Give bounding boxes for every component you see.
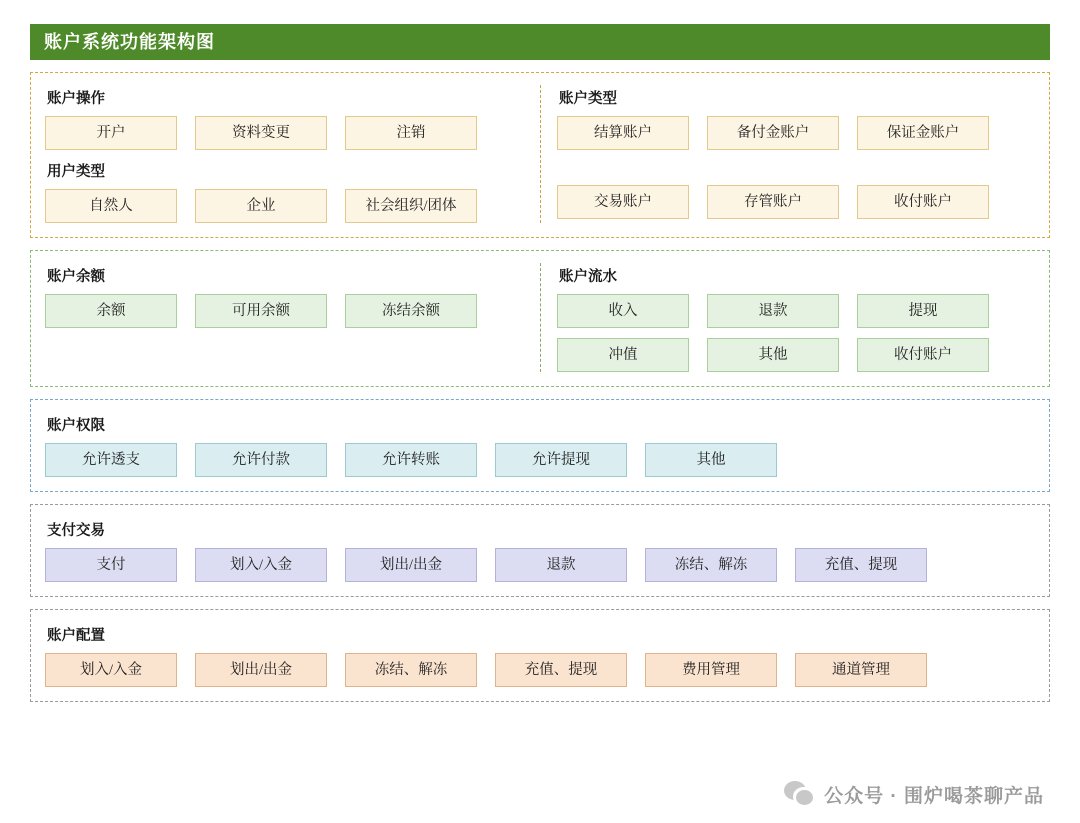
chip-transfer-out[interactable]: 划出/出金 bbox=[195, 653, 327, 687]
column-account-types bbox=[540, 85, 1035, 223]
chip-margin-account[interactable]: 保证金账户 bbox=[857, 116, 989, 150]
section-account-permissions bbox=[30, 399, 1050, 492]
chip-freeze-unfreeze[interactable]: 冻结、解冻 bbox=[345, 653, 477, 687]
chip-reserve-account[interactable]: 备付金账户 bbox=[707, 116, 839, 150]
chip-transfer-in[interactable]: 划入/入金 bbox=[195, 548, 327, 582]
section-account-config bbox=[30, 609, 1050, 702]
chip-withdraw[interactable]: 提现 bbox=[857, 294, 989, 328]
column-account-flow bbox=[540, 263, 1035, 372]
chip-available-balance[interactable]: 可用余额 bbox=[195, 294, 327, 328]
chip-fee-management[interactable]: 费用管理 bbox=[645, 653, 777, 687]
chip-refund[interactable]: 退款 bbox=[707, 294, 839, 328]
chip-channel-management[interactable]: 通道管理 bbox=[795, 653, 927, 687]
chip-topup[interactable]: 冲值 bbox=[557, 338, 689, 372]
chip-other[interactable]: 其他 bbox=[707, 338, 839, 372]
chip-topup-withdraw[interactable]: 充值、提现 bbox=[495, 653, 627, 687]
chip-pay[interactable]: 支付 bbox=[45, 548, 177, 582]
column-account-balance bbox=[45, 263, 540, 372]
chip-frozen-balance[interactable]: 冻结余额 bbox=[345, 294, 477, 328]
section-payment-transaction bbox=[30, 504, 1050, 597]
chip-close-account[interactable]: 注销 bbox=[345, 116, 477, 150]
group-label-account-config: 账户配置 bbox=[47, 628, 105, 644]
group-label-account-type: 账户类型 bbox=[559, 91, 617, 107]
chip-balance[interactable]: 余额 bbox=[45, 294, 177, 328]
chip-settlement-account[interactable]: 结算账户 bbox=[557, 116, 689, 150]
chip-income[interactable]: 收入 bbox=[557, 294, 689, 328]
chip-row bbox=[557, 116, 1035, 150]
section-balance-flow bbox=[30, 250, 1050, 387]
watermark bbox=[784, 779, 1044, 809]
group-label-account-flow: 账户流水 bbox=[559, 269, 617, 285]
column-account-operations bbox=[45, 85, 540, 223]
chip-row bbox=[45, 653, 1035, 687]
chip-row bbox=[557, 185, 1035, 219]
chip-transfer-in[interactable]: 划入/入金 bbox=[45, 653, 177, 687]
group-label-payment-transaction: 支付交易 bbox=[47, 523, 105, 539]
chip-row bbox=[45, 116, 530, 150]
chip-topup-withdraw[interactable]: 充值、提现 bbox=[795, 548, 927, 582]
chip-allow-withdraw[interactable]: 允许提现 bbox=[495, 443, 627, 477]
chip-row bbox=[557, 294, 1035, 328]
chip-other[interactable]: 其他 bbox=[645, 443, 777, 477]
chip-row bbox=[557, 338, 1035, 372]
group-label-account-permissions: 账户权限 bbox=[47, 418, 105, 434]
chip-profile-change[interactable]: 资料变更 bbox=[195, 116, 327, 150]
group-label-account-balance: 账户余额 bbox=[47, 269, 105, 285]
chip-social-org[interactable]: 社会组织/团体 bbox=[345, 189, 477, 223]
section-account-ops-types bbox=[30, 72, 1050, 238]
chip-row bbox=[45, 443, 1035, 477]
chip-receipt-payment-account[interactable]: 收付账户 bbox=[857, 185, 989, 219]
chip-trade-account[interactable]: 交易账户 bbox=[557, 185, 689, 219]
chip-receipt-payment-account[interactable]: 收付账户 bbox=[857, 338, 989, 372]
chip-freeze-unfreeze[interactable]: 冻结、解冻 bbox=[645, 548, 777, 582]
chip-row bbox=[45, 189, 530, 223]
chip-row bbox=[45, 294, 530, 328]
chip-transfer-out[interactable]: 划出/出金 bbox=[345, 548, 477, 582]
chip-allow-transfer[interactable]: 允许转账 bbox=[345, 443, 477, 477]
wechat-logo-icon bbox=[784, 779, 814, 809]
group-label-user-type: 用户类型 bbox=[47, 164, 105, 180]
page-title: 账户系统功能架构图 bbox=[30, 24, 1050, 60]
chip-enterprise[interactable]: 企业 bbox=[195, 189, 327, 223]
chip-allow-overdraft[interactable]: 允许透支 bbox=[45, 443, 177, 477]
chip-natural-person[interactable]: 自然人 bbox=[45, 189, 177, 223]
chip-custody-account[interactable]: 存管账户 bbox=[707, 185, 839, 219]
chip-allow-payment[interactable]: 允许付款 bbox=[195, 443, 327, 477]
chip-row bbox=[45, 548, 1035, 582]
chip-refund[interactable]: 退款 bbox=[495, 548, 627, 582]
group-label-account-operations: 账户操作 bbox=[47, 91, 105, 107]
chip-open-account[interactable]: 开户 bbox=[45, 116, 177, 150]
watermark-text: 公众号 · 围炉喝茶聊产品 bbox=[824, 785, 1044, 807]
